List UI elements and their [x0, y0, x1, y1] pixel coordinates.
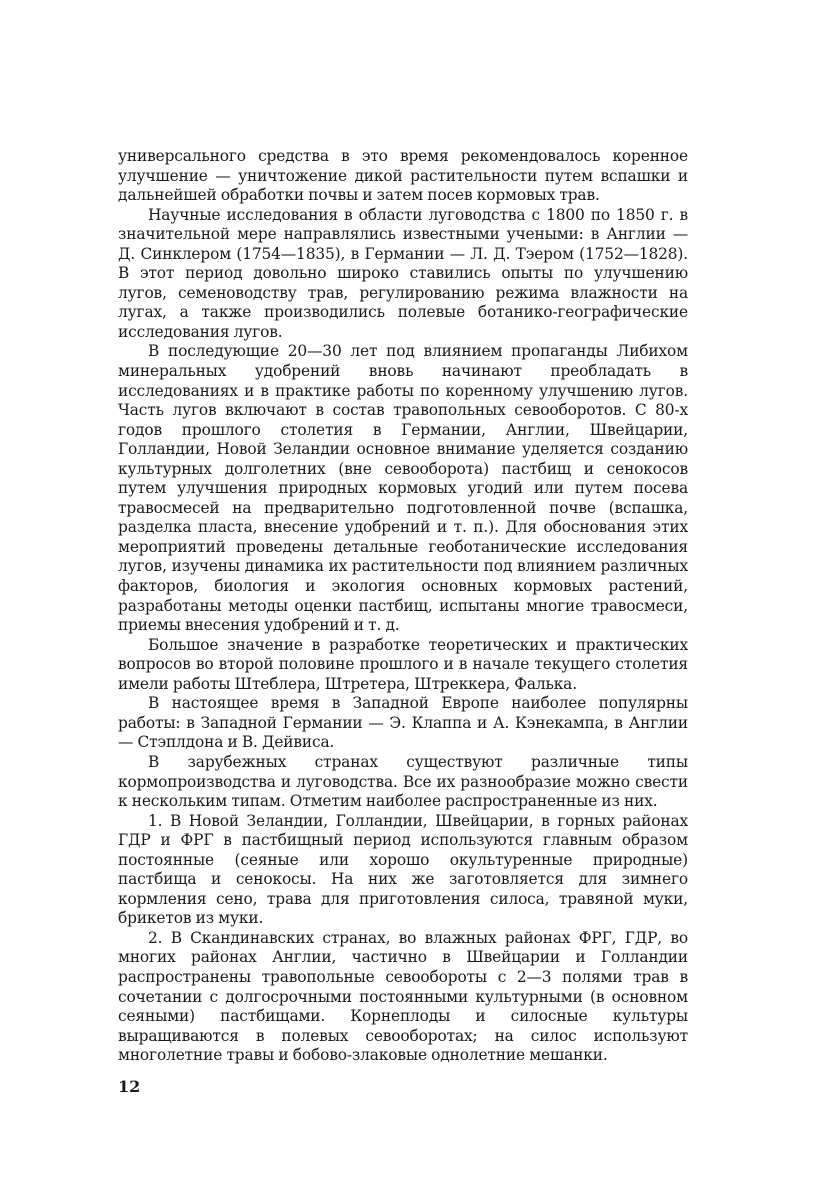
paragraph-8: 2. В Скандинавских странах, во влажных районах ФРГ, ГДР, во многих районах Англии, частично в Швейцарии и Голландии распространены травопольные севообороты с 2—3 полями трав в сочетании с долгосрочными постоянными культурными (в основном сеяными) пастбищами. Корнеплоды и силосные культуры выращиваются в полевых севооборотах; на силос используют многолетние травы и бобово-злаковые однолетние мешанки. — [118, 928, 688, 1065]
page-number: 12 — [118, 1077, 141, 1096]
paragraph-2: Научные исследования в области луговодства с 1800 по 1850 г. в значительной мере направлялись известными учеными: в Англии — Д. Синклером (1754—1835), в Германии — Л. Д. Тэером (1752—1828). В этот период довольно широко ставились опыты по улучшению лугов, семеноводству трав, регулированию режима влажности на лугах, а также производились полевые ботанико-географические исследования лугов. — [118, 205, 688, 341]
paragraph-4: Большое значение в разработке теоретических и практических вопросов во второй половине прошлого и в начале текущего столетия имели работы Штеблера, Штретера, Штреккера, Фалька. — [118, 635, 688, 693]
paragraph-7: 1. В Новой Зеландии, Голландии, Швейцарии, в горных районах ГДР и ФРГ в пастбищный период используются главным образом постоянные (сеяные или хорошо окультуренные природные) пастбища и сенокосы. На них же заготовляется для зимнего кормления сено, трава для приготовления силоса, травяной муки, брикетов из муки. — [118, 811, 688, 928]
paragraph-1: универсального средства в это время рекомендовалось коренное улучшение — уничтожение дикой растительности путем вспашки и дальнейшей обработки почвы и затем посев кормовых трав. — [118, 147, 688, 205]
paragraph-5: В настоящее время в Западной Европе наиболее популярны работы: в Западной Германии — Э. Клаппа и А. Кэнекампа, в Англии — Стэплдона и В. Дейвиса. — [118, 694, 688, 752]
paragraph-6: В зарубежных странах существуют различные типы кормопроизводства и луговодства. Все их разнообразие можно свести к нескольким типам. Отметим наиболее распространенные из них. — [118, 752, 688, 811]
paragraph-3: В последующие 20—30 лет под влиянием пропаганды Либихом минеральных удобрений вновь начинают преобладать в исследованиях и в практике работы по коренному улучшению лугов. Часть лугов включают в состав травопольных севооборотов. С 80-х годов прошлого столетия в Германии, Англии, Швейцарии, Голландии, Новой Зеландии основное внимание уделяется созданию культурных долголетних (вне севооборота) пастбищ и сенокосов путем улучшения природных кормовых угодий или путем посева травосмесей на предварительно подготовленной почве (вспашка, разделка пласта, внесение удобрений и т. п.). Для обоснования этих мероприятий проведены детальные геоботанические исследования лугов, изучены динамика их растительности под влиянием различных факторов, биология и экология основных кормовых растений, разработаны методы оценки пастбищ, испытаны многие травосмеси, приемы внесения удобрений и т. д. — [118, 342, 688, 635]
page-body — [118, 147, 688, 1066]
